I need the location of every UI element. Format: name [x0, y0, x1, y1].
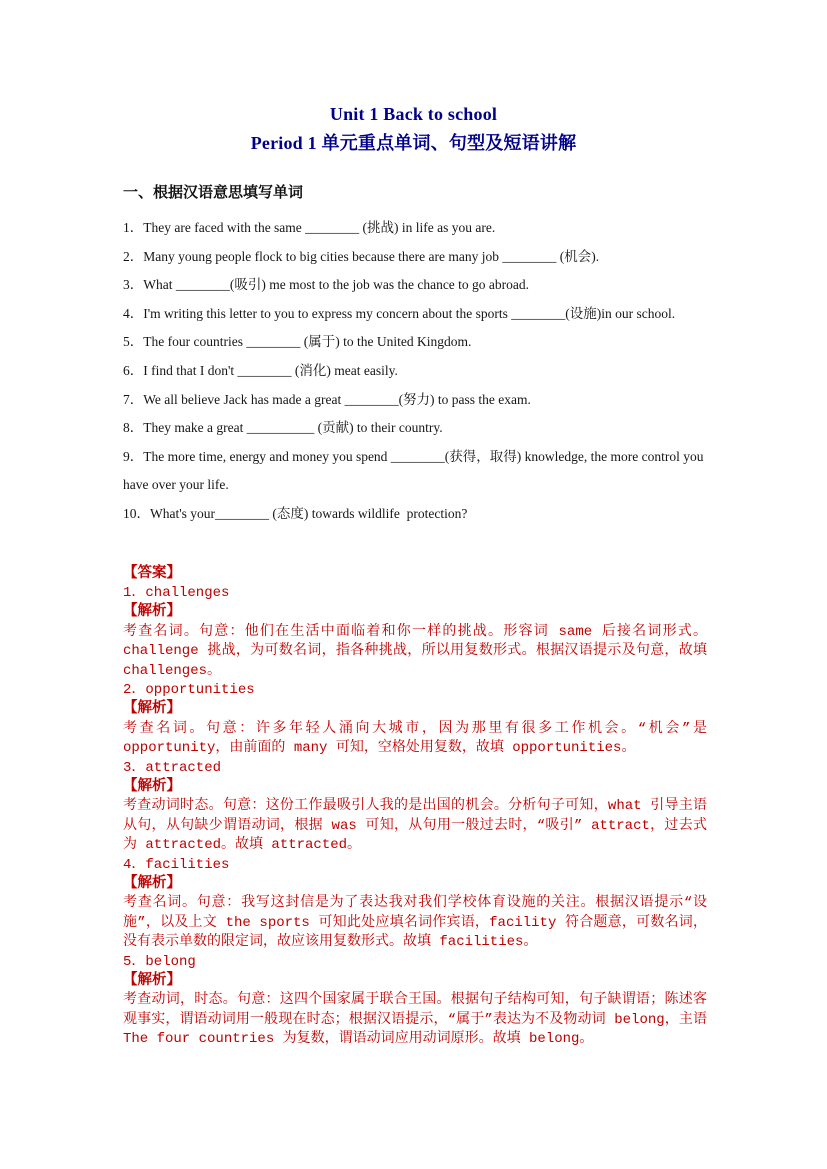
- analysis-label-4: 【解析】: [123, 876, 181, 893]
- question-3: 3．What ________(吸引) me most to the job was the chance to go abroad.: [123, 277, 530, 293]
- analysis-label-1: 【解析】: [123, 604, 181, 621]
- answer-item: [123, 856, 707, 953]
- answer-5: 5．belong: [123, 953, 196, 970]
- analysis-2: 考查名词。句意：许多年轻人涌向大城市，因为那里有很多工作机会。“机会”是 opportunity，由前面的 many 可知，空格处用复数，故填 opportunities。: [123, 720, 707, 757]
- analysis-label-2: 【解析】: [123, 701, 181, 718]
- analysis-3: 考查动词时态。句意：这份工作最吸引人我的是出国的机会。分析句子可知，what 引导主语从句，从句缺少谓语动词，根据 was 可知，从句用一般过去时，“吸引” attract，过去式为 attracted。故填 attracted。: [123, 798, 707, 854]
- answers-label: 【答案】: [123, 565, 181, 582]
- document-body: [123, 183, 707, 1050]
- document-header: [0, 0, 827, 158]
- answer-1: 1．challenges: [123, 584, 230, 601]
- answer-2: 2．opportunities: [123, 681, 255, 698]
- answer-item: [123, 681, 707, 759]
- analysis-label-5: 【解析】: [123, 973, 181, 990]
- analysis-5: 考查动词，时态。句意：这四个国家属于联合王国。根据句子结构可知，句子缺谓语；陈述客观事实，谓语动词用一般现在时态；根据汉语提示，“属于”表达为不及物动词 belong，主语 The four countries 为复数，谓语动词应用动词原形。故填 belong。: [123, 992, 707, 1048]
- answer-section: [123, 565, 707, 1050]
- question-8: 8．They make a great __________ (贡献) to their country.: [123, 420, 443, 436]
- question-7: 7．We all believe Jack has made a great ________(努力) to pass the exam.: [123, 391, 531, 407]
- doc-subtitle: Period 1 单元重点单词、句型及短语讲解: [250, 133, 577, 153]
- analysis-label-3: 【解析】: [123, 779, 181, 795]
- doc-title: Unit 1 Back to school: [329, 104, 498, 124]
- answer-3: 3．attracted: [123, 759, 222, 776]
- question-4: 4．I'm writing this letter to you to express my concern about the sports ________(设施)in our school.: [123, 305, 676, 321]
- answer-4: 4．facilities: [123, 856, 230, 873]
- analysis-1: 考查名词。句意：他们在生活中面临着和你一样的挑战。形容词 same 后接名词形式。challenge 挑战，为可数名词，指各种挑战，所以用复数形式。根据汉语提示及句意，故填 challenges。: [123, 623, 707, 679]
- analysis-4: 考查名词。句意：我写这封信是为了表达我对我们学校体育设施的关注。根据汉语提示“设施”，以及上文 the sports 可知此处应填名词作宾语，facility 符合题意，可数名词，没有表示单数的限定词，故应该用复数形式。故填 facilities。: [123, 895, 707, 951]
- question-1: 1．They are faced with the same ________ (挑战) in life as you are.: [123, 220, 496, 235]
- section-heading: 一、根据汉语意思填写单词: [123, 184, 304, 201]
- question-5: 5．The four countries ________ (属于) to the United Kingdom.: [123, 334, 472, 350]
- answer-item: [123, 953, 707, 1050]
- question-9: 9．The more time, energy and money you spend ________(获得，取得) knowledge, the more control you have over your life.: [123, 448, 707, 493]
- question-list: [123, 214, 707, 529]
- question-2: 2．Many young people flock to big cities because there are many job ________ (机会).: [123, 248, 600, 264]
- question-10: 10．What's your________ (态度) towards wildlife protection?: [123, 505, 468, 521]
- question-6: 6．I find that I don't ________ (消化) meat easily.: [123, 362, 398, 378]
- answer-item: [123, 584, 707, 681]
- answer-item: [123, 759, 707, 856]
